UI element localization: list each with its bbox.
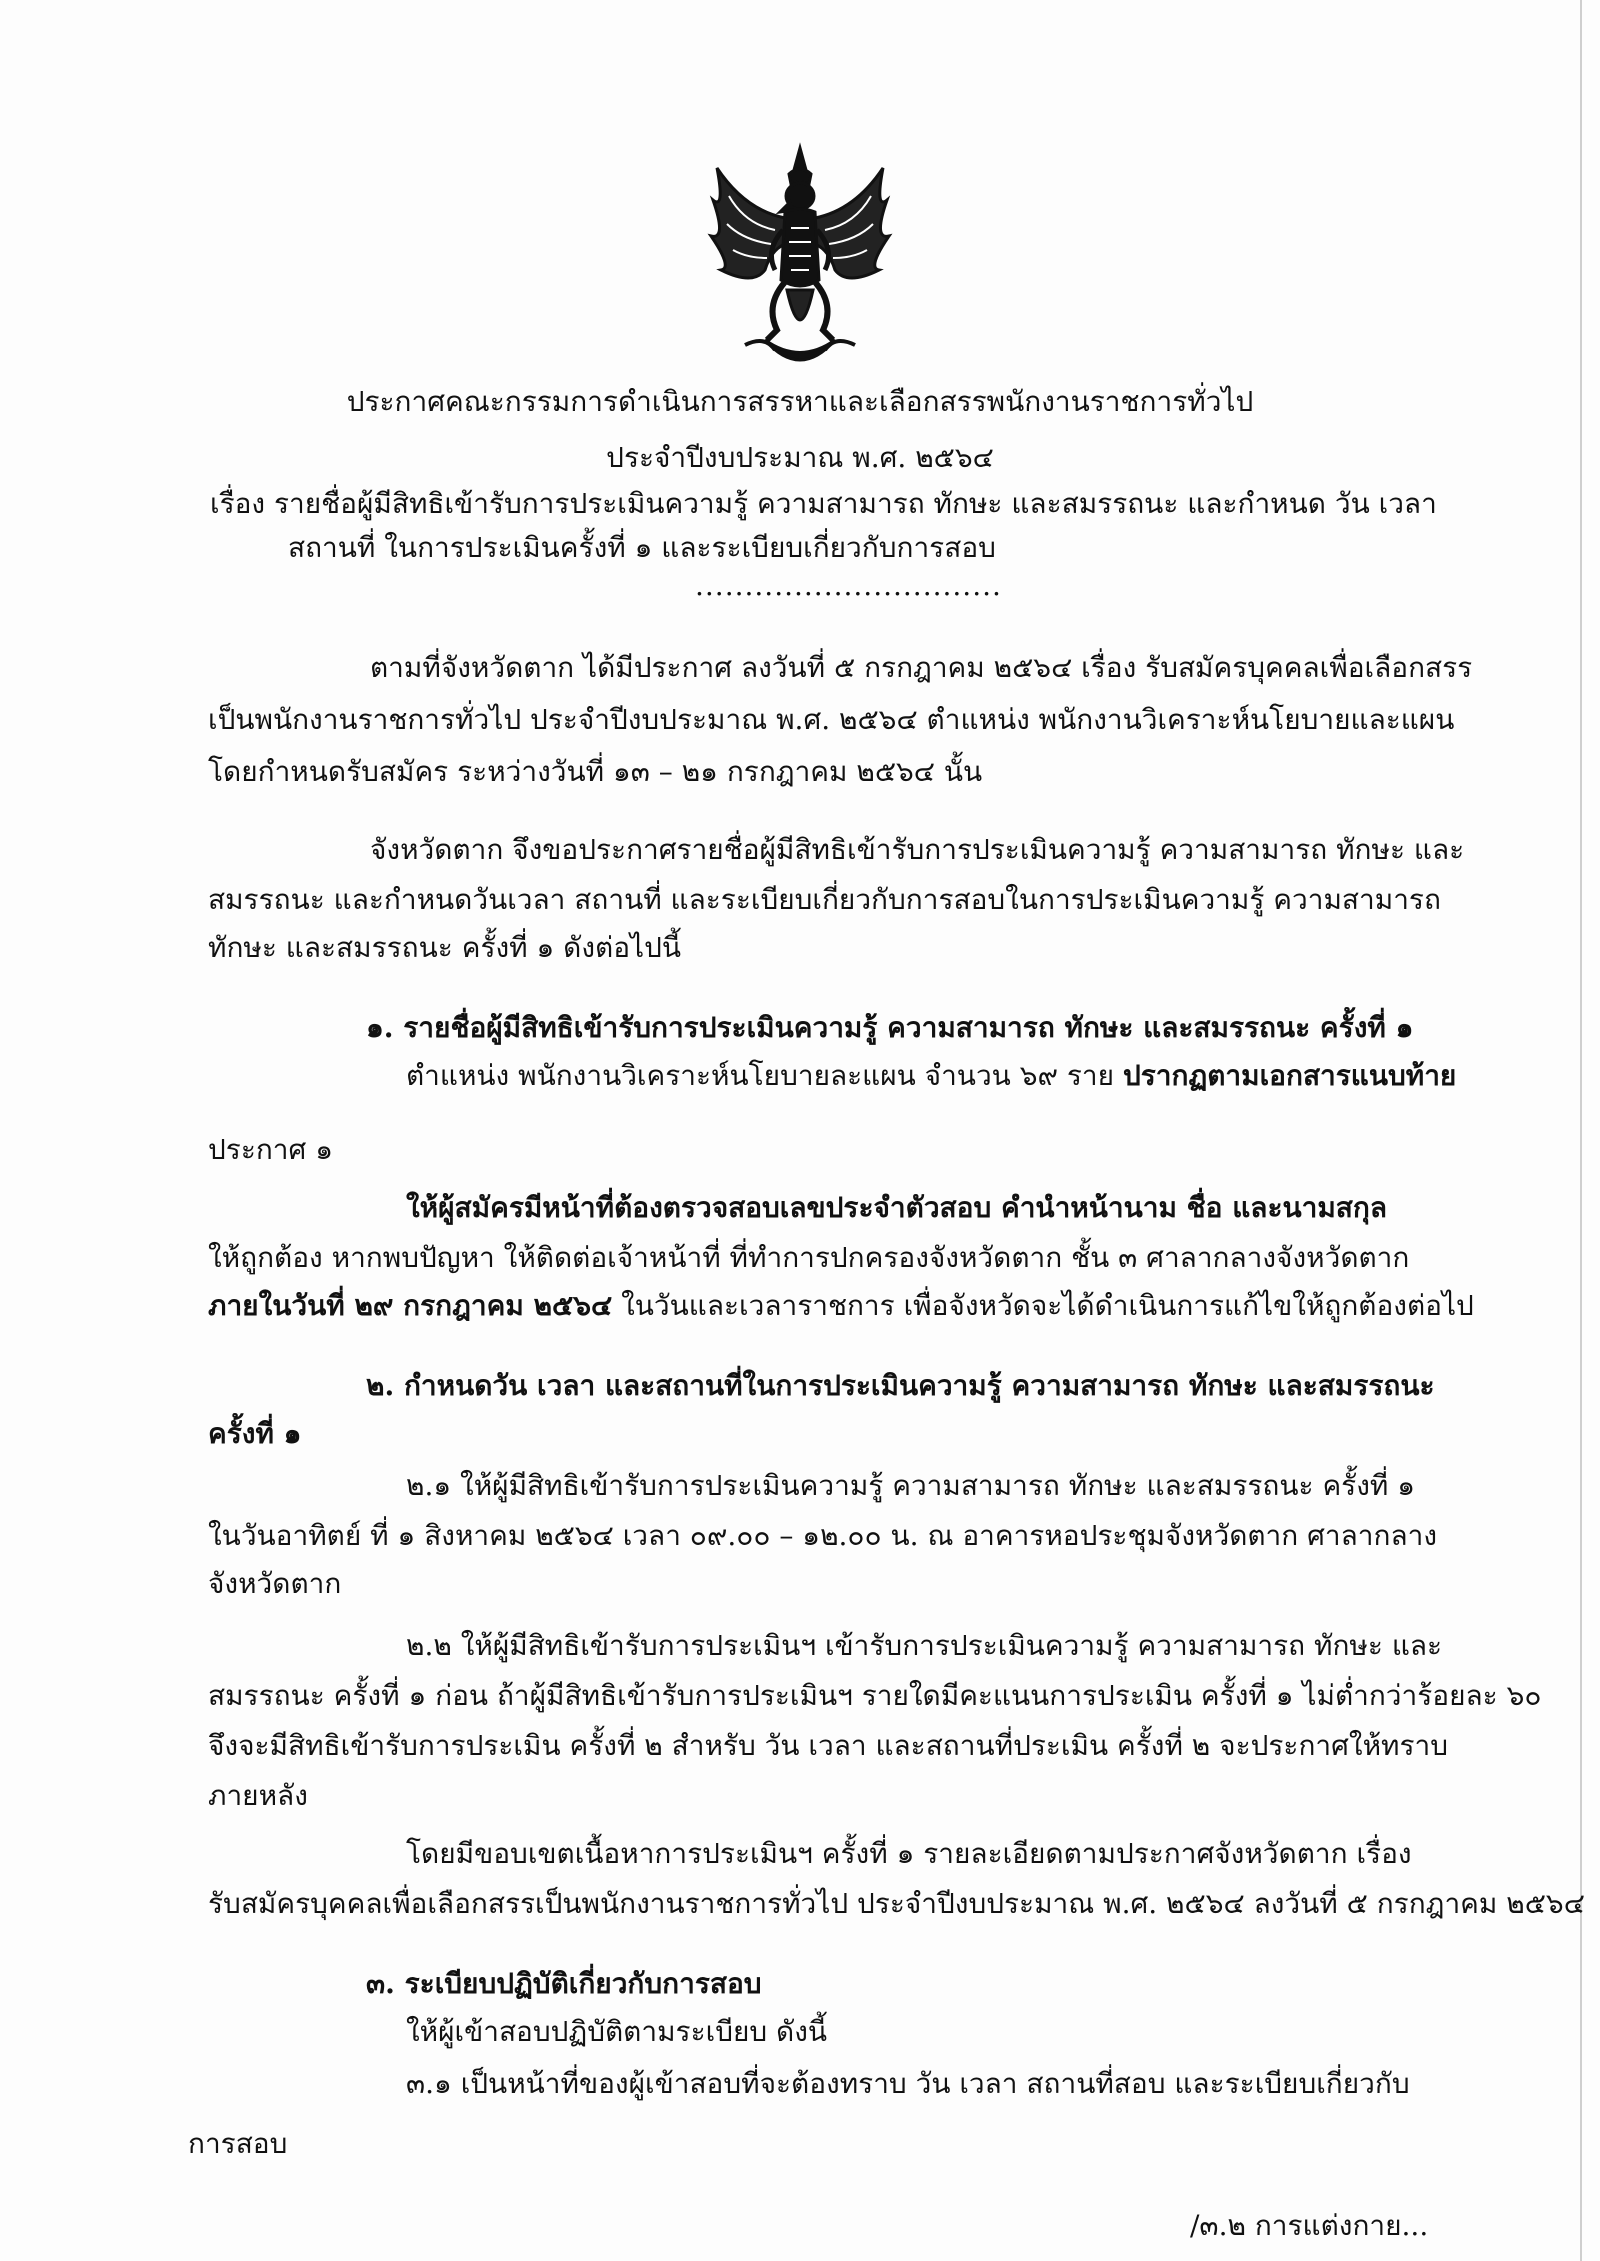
section-2-2-line-1: ๒.๒ ให้ผู้มีสิทธิเข้ารับการประเมินฯ เข้ารับการประเมินความรู้ ความสามารถ ทักษะ และ [406,1629,1443,1662]
section-1-check-line-1: ให้ผู้สมัครมีหน้าที่ต้องตรวจสอบเลขประจำตัวสอบ คำนำหน้านาม ชื่อ และนามสกุล [406,1191,1388,1224]
section-2-heading-line-2: ครั้งที่ ๑ [208,1417,302,1450]
title-separator: ............................... [695,569,1002,602]
scope-line-2: รับสมัครบุคคลเพื่อเลือกสรรเป็นพนักงานราชการทั่วไป ประจำปีงบประมาณ พ.ศ. ๒๕๖๔ ลงวันที่ ๕ กรกฎาคม ๒๕๖๔ [208,1887,1585,1920]
scope-line-1: โดยมีขอบเขตเนื้อหาการประเมินฯ ครั้งที่ ๑ รายละเอียดตามประกาศจังหวัดตาก เรื่อง [406,1837,1412,1870]
section-3-1-line-2: การสอบ [188,2127,288,2160]
section-2-2-line-3: จึงจะมีสิทธิเข้ารับการประเมิน ครั้งที่ ๒ สำหรับ วัน เวลา และสถานที่ประเมิน ครั้งที่ ๒ จะประกาศให้ทราบ [208,1729,1449,1762]
section-2-1-line-1: ๒.๑ ให้ผู้มีสิทธิเข้ารับการประเมินความรู้ ความสามารถ ทักษะ และสมรรถนะ ครั้งที่ ๑ [406,1469,1416,1502]
subject-line-1: เรื่อง รายชื่อผู้มีสิทธิเข้ารับการประเมินความรู้ ความสามารถ ทักษะ และสมรรถนะ และกำหนด วัน เวลา [210,487,1437,520]
section-1-check-line-2: ให้ถูกต้อง หากพบปัญหา ให้ติดต่อเจ้าหน้าที่ ที่ทำการปกครองจังหวัดตาก ชั้น ๓ ศาลากลางจังหวัดตาก [208,1241,1410,1274]
section-1-position-line [406,1056,1456,1096]
section-2-heading-line-1: ๒. กำหนดวัน เวลา และสถานที่ในการประเมินความรู้ ความสามารถ ทักษะ และสมรรถนะ [366,1369,1435,1402]
position-attachment-note: ปรากฏตามเอกสารแนบท้าย [1122,1059,1457,1092]
intro-line-1: ตามที่จังหวัดตาก ได้มีประกาศ ลงวันที่ ๕ กรกฎาคม ๒๕๖๔ เรื่อง รับสมัครบุคคลเพื่อเลือกสรร [370,651,1473,684]
section-1-heading: ๑. รายชื่อผู้มีสิทธิเข้ารับการประเมินความรู้ ความสามารถ ทักษะ และสมรรถนะ ครั้งที่ ๑ [366,1011,1414,1044]
section-1-position-end: ประกาศ ๑ [208,1133,333,1166]
section-2-2-line-4: ภายหลัง [208,1779,308,1812]
section-2-1-line-3: จังหวัดตาก [208,1567,342,1600]
garuda-emblem [705,140,895,375]
announce-line-1: จังหวัดตาก จึงขอประกาศรายชื่อผู้มีสิทธิเข้ารับการประเมินความรู้ ความสามารถ ทักษะ และ [370,833,1465,866]
deadline-rest: ในวันและเวลาราชการ เพื่อจังหวัดจะได้ดำเนินการแก้ไขให้ถูกต้องต่อไป [612,1289,1474,1322]
section-3-heading: ๓. ระเบียบปฏิบัติเกี่ยวกับการสอบ [366,1967,762,2000]
title-line-1: ประกาศคณะกรรมการดำเนินการสรรหาและเลือกสรรพนักงานราชการทั่วไป [346,385,1254,418]
deadline-text: ภายในวันที่ ๒๙ กรกฎาคม ๒๕๖๔ [208,1289,613,1322]
title-line-2: ประจำปีงบประมาณ พ.ศ. ๒๕๖๔ [606,441,994,474]
section-2-1-line-2: ในวันอาทิตย์ ที่ ๑ สิงหาคม ๒๕๖๔ เวลา ๐๙.๐๐ – ๑๒.๐๐ น. ณ อาคารหอประชุมจังหวัดตาก ศาลากลาง [208,1519,1438,1552]
section-3-1-line-1: ๓.๑ เป็นหน้าที่ของผู้เข้าสอบที่จะต้องทราบ วัน เวลา สถานที่สอบ และระเบียบเกี่ยวกับ [406,2067,1410,2100]
continued-note: /๓.๒ การแต่งกาย... [1190,2209,1429,2242]
subject-line-2: สถานที่ ในการประเมินครั้งที่ ๑ และระเบียบเกี่ยวกับการสอบ [288,531,996,564]
section-1-check-line-3 [208,1286,1474,1326]
section-2-2-line-2: สมรรถนะ ครั้งที่ ๑ ก่อน ถ้าผู้มีสิทธิเข้ารับการประเมินฯ รายใดมีคะแนนการประเมิน ครั้งที่ ๑ ไม่ต่ำกว่าร้อยละ ๖๐ [208,1679,1542,1712]
intro-line-2: เป็นพนักงานราชการทั่วไป ประจำปีงบประมาณ พ.ศ. ๒๕๖๔ ตำแหน่ง พนักงานวิเคราะห์นโยบายและแผน [208,703,1455,736]
announce-line-3: ทักษะ และสมรรถนะ ครั้งที่ ๑ ดังต่อไปนี้ [208,931,682,964]
announce-line-2: สมรรถนะ และกำหนดวันเวลา สถานที่ และระเบียบเกี่ยวกับการสอบในการประเมินความรู้ ความสามารถ [208,883,1441,916]
section-3-line-1: ให้ผู้เข้าสอบปฏิบัติตามระเบียบ ดังนี้ [406,2015,828,2048]
intro-line-3: โดยกำหนดรับสมัคร ระหว่างวันที่ ๑๓ – ๒๑ กรกฎาคม ๒๕๖๔ นั้น [208,755,983,788]
position-text: ตำแหน่ง พนักงานวิเคราะห์นโยบายละแผน จำนวน ๖๙ ราย [406,1059,1123,1092]
